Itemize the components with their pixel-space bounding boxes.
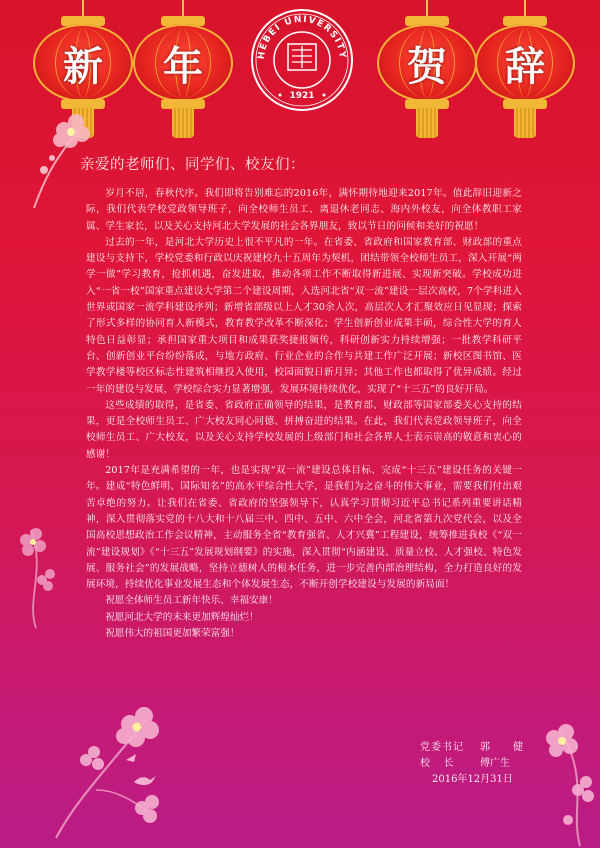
lantern-char: 年 [163, 42, 203, 90]
paragraph-4: 2017年是充满希望的一年，也是实现“双一流”建设总体目标、完成“十三五”建设任务的关键一年。建成“特色鲜明、国际知名”的高水平综合性大学，是我们为之奋斗的伟大事业，需要我们付出艰苦卓绝的努力。让我们在省委、省政府的坚强领导下，认真学习贯彻习近平总书记系列重要讲话精神，深入贯彻落实党的十八大和十八届三中、四中、五中、六中全会，河北省第九次党代会，以及全国高校思想政治工作会议精神，主动服务全省“教育强省、人才兴冀”工程建设，统筹推进我校《“双一流”建设规划》《“十三五”发展规划纲要》的实施，深入贯彻“内涵建设、质量立校、人才强校、特色发展、服务社会”的发展战略，坚持立德树人的根本任务，进一步完善内部治理结构，全力打造良好的发展环境，持续优化事业发展生态和个体发展生态，不断开创学校建设与发展的新局面！ [86, 465, 522, 591]
wish-item: 祝愿全体师生员工新年快乐、幸福安康！ [105, 595, 278, 607]
signature-date: 2016年12月31日 [432, 774, 513, 785]
paragraph-1: 岁月不居，春秋代序。我们即将告别难忘的2016年，满怀期待地迎来2017年。值此辞旧迎新之际，我们代表学校党政领导班子，向全校师生员工、离退休老同志、海内外校友，向全体教职工家属、学生家长，以及关心支持河北大学发展的社会各界朋友，致以节日的问候和美好的祝愿！ [86, 188, 522, 232]
university-emblem [250, 8, 354, 112]
paragraph-3: 这些成绩的取得，是省委、省政府正确领导的结果，是教育部、财政部等国家部委关心支持的结果，更是全校师生员工、广大校友同心同德、拼搏奋进的结果。在此，我们代表党政领导班子，向全校师生员工、广大校友，以及关心支持学校发展的上级部门和社会各界人士表示崇高的敬意和衷心的感谢！ [86, 399, 522, 460]
lantern-nian [128, 0, 238, 140]
emblem-year: 1921 [289, 91, 315, 101]
wish-item: 祝愿伟大的祖国更加繁荣富强！ [105, 628, 240, 640]
emblem-name: HEBEI UNIVERSITY [256, 14, 348, 60]
lantern-char: 辞 [505, 42, 545, 90]
paragraph-2: 过去的一年，是河北大学历史上很不平凡的一年。在省委、省政府和国家教育部、财政部的重点建设与支持下，学校党委和行政以庆祝建校九十五周年为契机，团结带领全校师生员工，深入开展“两学一做”学习教育，抢抓机遇，奋发进取，推动各项工作不断取得新进展、实现新突破。学校成功进入“一省一校”国家重点建设大学第二个建设周期，入选河北省“双一流”建设一层次高校，7个学科进入世界或国家一流学科建设序列；新增省部级以上人才30余人次，高层次人才汇聚效应日见显现；探索了形式多样的协同育人新模式，教育教学改革不断深化；学生创新创业成果丰硕，综合性大学的育人特色日益彰显；承担国家重大项目和成果获奖捷报频传，科研创新实力持续增强；一批教学科研平台、创新创业平台纷纷落成，与地方政府、行业企业的合作与共建工作广泛开展；新校区图书馆、医学教学楼等校区标志性建筑相继投入使用，校园面貌日新月异；其他工作也都取得了优异成绩。经过一年的建设与发展，学校综合实力显著增强，发展环境持续优化，实现了“十三五”的良好开局。 [86, 236, 522, 395]
lantern-he [372, 0, 482, 140]
signature-row [420, 740, 533, 756]
bird-icon [132, 772, 158, 790]
signature-role: 校 长 [420, 758, 455, 769]
flower-decoration-bottom-left [36, 690, 166, 840]
wishes-list [86, 593, 522, 642]
wish-item: 祝愿河北大学的未来更加辉煌灿烂！ [105, 611, 259, 623]
salutation: 亲爱的老师们、同学们、校友们： [80, 157, 305, 173]
lantern-ci [470, 0, 580, 140]
signature-name: 郭 健 [480, 742, 534, 753]
lantern-char: 新 [63, 42, 103, 90]
signature-role: 党委书记 [420, 742, 464, 753]
signature-block [420, 740, 533, 788]
signature-row [420, 756, 533, 772]
signature-name: 傅广生 [480, 758, 510, 769]
flower-decoration-left [6, 520, 66, 630]
lantern-char: 贺 [407, 42, 447, 90]
letter-body [86, 186, 522, 642]
